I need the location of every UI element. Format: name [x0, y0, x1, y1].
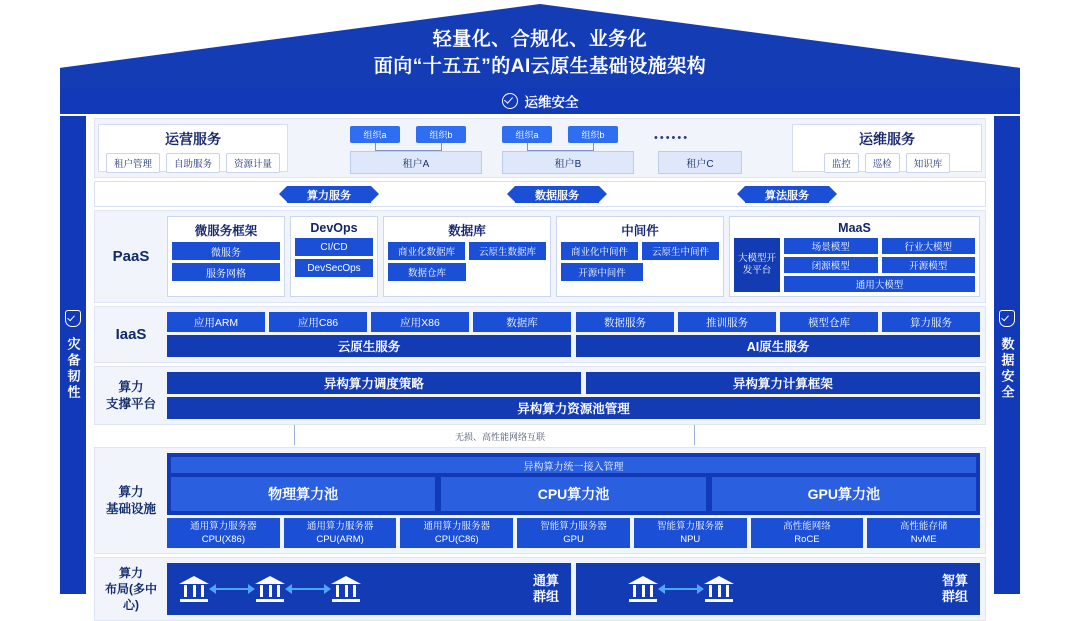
cell-closed-source-model[interactable]: 闭源模型	[784, 257, 878, 273]
security-bar	[60, 88, 1020, 114]
bar-heterogeneous-resource-pool: 异构算力资源池管理	[167, 397, 980, 419]
cell-app-c86[interactable]: 应用C86	[269, 312, 367, 332]
paas-group-database	[383, 216, 551, 297]
cell-microservice[interactable]: 微服务	[172, 242, 280, 260]
cell-scenario-model[interactable]: 场景模型	[784, 238, 878, 254]
operations-service-card	[98, 124, 288, 172]
group-title-line2: 群组	[941, 589, 968, 604]
bar-cloud-native-service: 云原生服务	[167, 335, 571, 357]
label-line1: 算力	[118, 379, 144, 394]
cell-inference-training[interactable]: 推训服务	[678, 312, 776, 332]
server-line2: CPU(ARM)	[316, 534, 364, 545]
tenant-b-block	[502, 126, 632, 174]
server-line1: 智能算力服务器	[656, 521, 724, 532]
group-title-line1: 通算	[532, 573, 559, 588]
chip-tenant-management[interactable]: 租户管理	[106, 153, 160, 173]
compute-layout-label	[100, 563, 162, 615]
pool-cpu[interactable]: CPU算力池	[441, 477, 705, 511]
maintenance-service-card	[792, 124, 982, 172]
group-title: 数据库	[448, 224, 486, 238]
operations-service-title: 运营服务	[165, 131, 221, 147]
server-npu[interactable]	[634, 518, 747, 548]
group-title: 中间件	[621, 224, 659, 238]
cell-service-mesh[interactable]: 服务网格	[172, 263, 280, 281]
server-cpu-c86[interactable]	[400, 518, 513, 548]
pillar-right-data-security	[994, 116, 1020, 594]
link-arrow-icon	[209, 584, 255, 594]
cell-app-x86[interactable]: 应用X86	[371, 312, 469, 332]
pillar-left-resilience	[60, 116, 86, 594]
cell-compute-service[interactable]: 算力服务	[882, 312, 980, 332]
operations-band	[94, 118, 986, 178]
roof-title	[60, 26, 1020, 80]
datacenter-icon	[331, 576, 361, 602]
tenant-a-org-a: 组织a	[350, 126, 400, 143]
cell-devsecops[interactable]: DevSecOps	[295, 259, 373, 277]
cell-general-large-model[interactable]: 通用大模型	[784, 276, 975, 292]
link-arrow-icon	[285, 584, 331, 594]
network-note-row	[94, 425, 986, 447]
server-line2: CPU(X86)	[201, 534, 245, 545]
cell-data-service[interactable]: 数据服务	[576, 312, 674, 332]
server-cpu-x86[interactable]	[167, 518, 280, 548]
compute-layout-band	[94, 557, 986, 621]
diagram-body	[94, 118, 986, 621]
tenant-a-org-b: 组织b	[416, 126, 466, 143]
label-line1: 算力	[118, 566, 143, 580]
chip-inspection[interactable]: 巡检	[865, 153, 900, 173]
tenant-b-org-b: 组织b	[568, 126, 618, 143]
arrow-compute-service: 算力服务	[287, 186, 371, 203]
label-line2: 支撑平台	[105, 396, 156, 411]
bar-ai-native-service: AI原生服务	[576, 335, 980, 357]
shield-check-icon	[502, 93, 518, 109]
server-line2: CPU(C86)	[434, 534, 479, 545]
server-line1: 通用算力服务器	[190, 521, 257, 532]
cell-app-arm[interactable]: 应用ARM	[167, 312, 265, 332]
bar-unified-access: 异构算力统一接入管理	[171, 457, 976, 473]
service-arrow-band	[94, 181, 986, 207]
paas-group-microservice	[167, 216, 285, 297]
label-line2: 基础设施	[105, 501, 156, 516]
datacenter-icon	[628, 576, 658, 602]
group-title-line2: 群组	[532, 589, 559, 604]
label-line2: 布局(多中心)	[105, 582, 157, 612]
chip-knowledge-base[interactable]: 知识库	[906, 153, 951, 173]
security-bar-label: 运维安全	[524, 95, 579, 110]
cell-industry-model[interactable]: 行业大模型	[882, 238, 976, 254]
chip-resource-metering[interactable]: 资源计量	[226, 153, 280, 173]
roof-banner	[60, 4, 1020, 88]
cell-open-source-model[interactable]: 开源模型	[882, 257, 976, 273]
network-roce[interactable]	[751, 518, 864, 548]
label-line1: 算力	[118, 484, 144, 499]
cell-cicd[interactable]: CI/CD	[295, 238, 373, 256]
link-arrow-icon	[658, 584, 704, 594]
roof-title-line1: 轻量化、合规化、业务化	[432, 29, 648, 50]
group-title: MaaS	[838, 221, 871, 235]
roof-title-line2: 面向“十五五”的AI云原生基础设施架构	[373, 56, 707, 77]
compute-infra-band	[94, 447, 986, 554]
bar-heterogeneous-scheduling: 异构算力调度策略	[167, 372, 581, 394]
paas-group-middleware	[556, 216, 724, 297]
paas-group-maas	[729, 216, 980, 297]
group-title-line1: 智算	[941, 573, 968, 588]
cell-commercial-middleware[interactable]: 商业化中间件	[561, 242, 638, 260]
compute-support-label	[100, 372, 162, 419]
arrow-data-service: 数据服务	[515, 186, 599, 203]
server-line1: 通用算力服务器	[306, 521, 374, 532]
pool-gpu[interactable]: GPU算力池	[712, 477, 976, 511]
server-line1: 智能算力服务器	[540, 521, 607, 532]
tenant-c-label: 租户C	[658, 151, 742, 174]
tenant-b-org-a: 组织a	[502, 126, 552, 143]
maas-platform-label: 大模型开发平台	[734, 238, 780, 292]
bar-heterogeneous-framework: 异构算力计算框架	[586, 372, 980, 394]
server-cpu-arm[interactable]	[284, 518, 397, 548]
pillar-left-label: 灾备韧性	[65, 336, 81, 401]
network-note: 无损、高性能网络互联	[374, 430, 626, 443]
chip-self-service[interactable]: 自助服务	[166, 153, 220, 173]
group-intelligent-compute[interactable]	[576, 563, 980, 615]
pillar-right-label: 数据安全	[999, 336, 1015, 401]
shield-icon	[999, 310, 1015, 327]
tenant-a-block	[350, 126, 480, 174]
compute-support-band	[94, 366, 986, 425]
chip-monitoring[interactable]: 监控	[824, 153, 859, 173]
tenant-b-label: 租户B	[502, 151, 634, 174]
arrow-algorithm-service: 算法服务	[745, 186, 829, 203]
shield-icon	[65, 310, 81, 327]
group-title: 微服务框架	[194, 224, 258, 238]
datacenter-icon	[704, 576, 734, 602]
storage-nvme[interactable]	[867, 518, 980, 548]
paas-band	[94, 210, 986, 303]
server-line2: NvME	[910, 534, 937, 545]
server-line2: RoCE	[794, 534, 820, 545]
group-title: DevOps	[310, 221, 358, 235]
cell-cloud-native-middleware[interactable]: 云原生中间件	[642, 242, 719, 260]
tenant-ellipsis: ••••••	[654, 132, 690, 144]
paas-group-devops	[290, 216, 378, 297]
cell-open-source-middleware[interactable]: 开源中间件	[561, 263, 643, 281]
server-line2: NPU	[680, 534, 701, 545]
iaas-band	[94, 306, 986, 363]
server-line2: GPU	[563, 534, 584, 545]
server-line1: 通用算力服务器	[423, 521, 491, 532]
group-general-compute[interactable]	[167, 563, 571, 615]
cell-model-repository[interactable]: 模型仓库	[780, 312, 878, 332]
cell-commercial-db[interactable]: 商业化数据库	[388, 242, 465, 260]
tenant-c-block	[658, 151, 740, 174]
maintenance-service-title: 运维服务	[859, 131, 915, 147]
pool-physical[interactable]: 物理算力池	[171, 477, 435, 511]
compute-infra-label	[100, 453, 162, 548]
datacenter-icon	[179, 576, 209, 602]
cell-cloud-native-db[interactable]: 云原生数据库	[469, 242, 546, 260]
iaas-label: IaaS	[115, 325, 147, 343]
server-line1: 高性能网络	[783, 521, 831, 532]
cell-database[interactable]: 数据库	[473, 312, 571, 332]
datacenter-icon	[255, 576, 285, 602]
server-line1: 高性能存储	[899, 521, 948, 532]
paas-label: PaaS	[112, 247, 150, 265]
server-gpu[interactable]	[517, 518, 630, 548]
cell-data-warehouse[interactable]: 数据仓库	[388, 263, 466, 281]
tenant-a-label: 租户A	[350, 151, 482, 174]
